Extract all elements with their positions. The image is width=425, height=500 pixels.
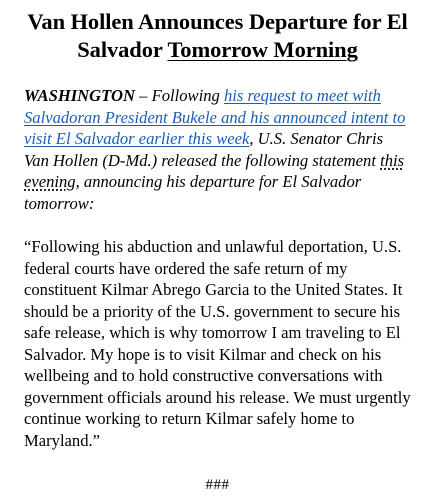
lead-middle-text: , U.S. Senator Chris Van Hollen (D-Md.) released the following statement: [24, 129, 384, 170]
lead-paragraph: [24, 85, 411, 214]
lead-dash-text: – Following: [134, 86, 224, 105]
end-of-release-mark: ###: [205, 477, 230, 493]
earlier-statement-link[interactable]: his request to meet with Salvadoran President Bukele and his announced intent to visit El Salvador earlier this week: [24, 86, 406, 148]
dateline: WASHINGTON: [24, 86, 135, 105]
statement-quote: “Following his abduction and unlawful deportation, U.S. federal courts have ordered the safe return of my constituent Kilmar Abrego Garcia to the United States. It should be a priority of the U.S. government to secure his safe release, which is why tomorrow I am traveling to El Salvador. My hope is to visit Kilmar and check on his wellbeing and to hold constructive conversations with government officials around his release. We must urgently continue working to return Kilmar safely home to Maryland.”: [24, 237, 411, 450]
press-release-headline: [24, 8, 411, 64]
lead-end-text: , announcing his departure for El Salvador tomorrow:: [24, 172, 362, 213]
headline-underlined-text: Tomorrow Morning: [167, 37, 358, 62]
headline-text: Van Hollen Announces Departure for El Salvador: [27, 9, 408, 62]
lead-time-text: this evening: [24, 150, 405, 191]
